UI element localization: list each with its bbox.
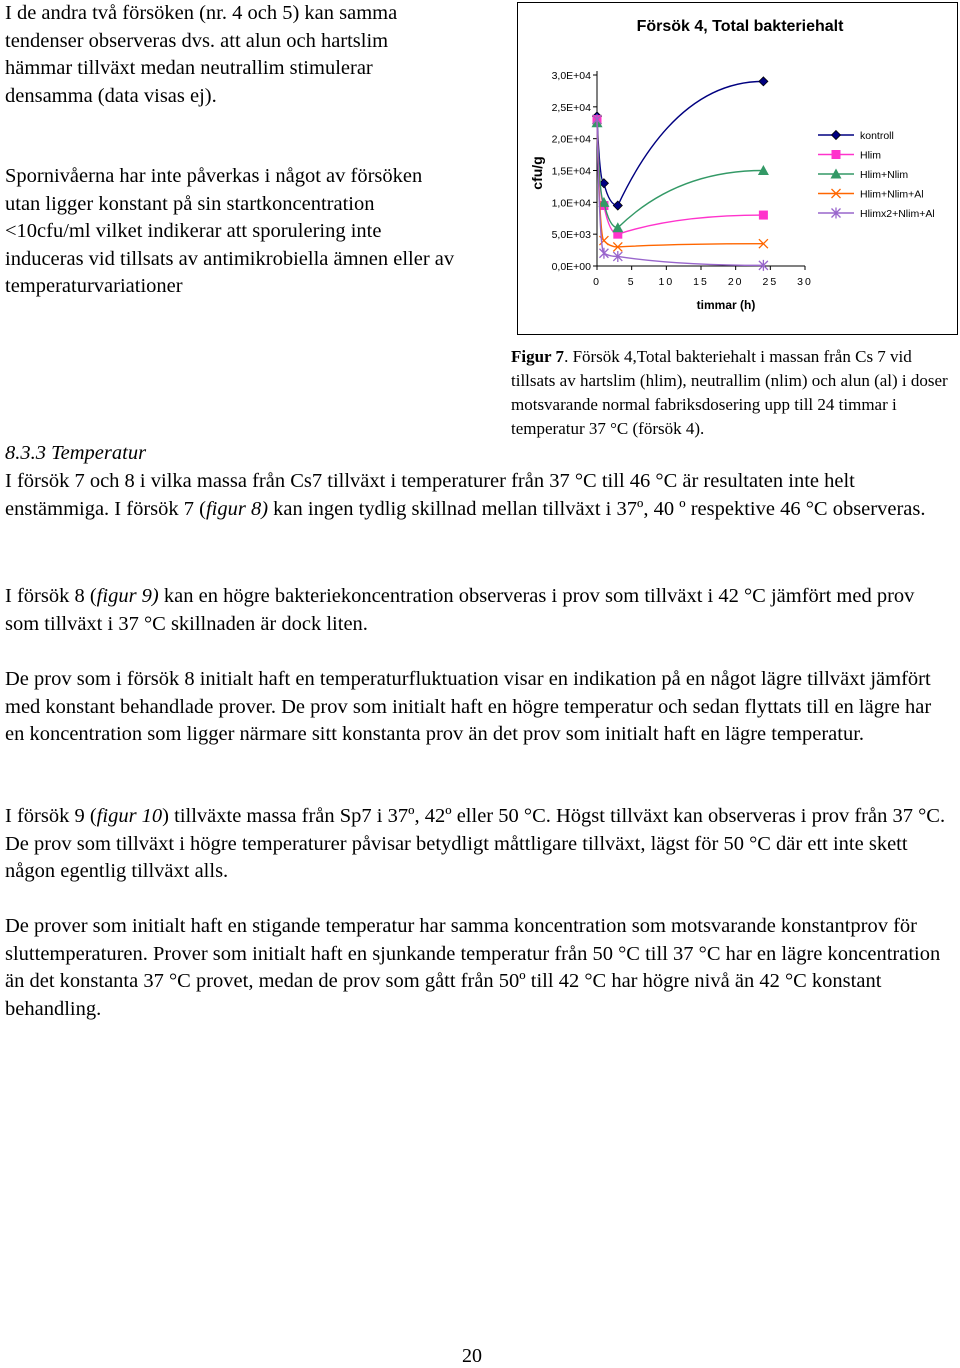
data-point <box>759 211 768 220</box>
t1-figure-ref: figur 8) <box>205 497 269 520</box>
series-line-2 <box>597 123 763 228</box>
y-tick-label: 3,0E+04 <box>551 70 591 82</box>
x-tick-label: 20 <box>727 276 744 288</box>
chart-title: Försök 4, Total bakteriehalt <box>636 18 844 35</box>
chart-figure <box>517 2 958 335</box>
section-heading: 8.3.3 Temperatur <box>5 442 147 464</box>
legend-label: Hlimx2+Nlim+Al <box>860 208 935 220</box>
x-tick-label: 10 <box>658 276 675 288</box>
x-tick-label: 15 <box>693 276 709 288</box>
y-tick-label: 2,0E+04 <box>551 133 591 146</box>
x-tick-label: 5 <box>627 276 636 288</box>
data-point <box>759 77 768 86</box>
legend-marker <box>832 131 841 140</box>
chart-series-layer <box>592 77 769 271</box>
t4-text-a: I försök 9 ( <box>5 805 97 827</box>
legend-label: Hlim+Nlim+Al <box>860 188 924 201</box>
caption-text: . Försök 4,Total bakteriehalt i massan från Cs 7 vid tillsats av hartslim (hlim), neutrallim (nlim) och alun (al) i doser motsvarande normal fabriksdosering upp till 24 timmar i temperatur 37 °C (försök 4). <box>511 347 948 438</box>
t4-figure-ref: figur 10 <box>96 805 163 827</box>
series-line-1 <box>597 120 763 235</box>
y-tick-label: 1,0E+04 <box>551 197 591 210</box>
legend-marker <box>832 150 841 159</box>
intro-paragraph: I de andra två försöken (nr. 4 och 5) kan samma tendenser observeras dvs. att alun och hartslim hämmar tillväxt medan neutrallim stimulerar densamma (data visas ej). <box>5 2 398 107</box>
y-tick-label: 5,0E+03 <box>551 229 591 242</box>
temperature-paragraph-5: De prover som initialt haft en stigande temperatur har samma koncentration som motsvarande konstantprov för sluttemperaturen. Prover som initialt haft en sjunkande temperatur från 50 °C till 37 °C har en lägre koncentration än det konstanta 37 °C provet, medan de prov som gått från 50º till 42 °C har högre nivå än 42 °C konstant behandling. <box>5 915 941 1020</box>
legend-label: kontroll <box>860 130 894 142</box>
data-point <box>599 248 608 259</box>
square-marker-shape <box>759 211 768 220</box>
chart-x-axis-label: timmar (h) <box>696 298 756 312</box>
page-number: 20 <box>462 1345 482 1367</box>
t1-text-a: I försök 7 och 8 i vilka massa från Cs7 tillväxt i temperaturer från 37 °C till 46 °C är resultaten inte helt enstämmiga. I försök 7 ( <box>5 470 855 520</box>
t1-text-b: kan ingen tydlig skillnad mellan tillväxt i 37º, 40 º respektive 46 °C observeras. <box>268 497 926 520</box>
x-tick-label: 30 <box>797 276 813 288</box>
square-marker-shape <box>832 150 841 159</box>
x-tick-label: 25 <box>762 276 779 288</box>
series-line-0 <box>597 81 763 205</box>
chart-axes <box>552 70 813 288</box>
figure-caption <box>511 345 951 441</box>
star-marker-shape <box>599 248 608 259</box>
temperature-paragraph-2 <box>5 583 950 638</box>
temperature-paragraph-1 <box>5 468 950 523</box>
chart-legend <box>818 130 935 220</box>
x-tick-label: 0 <box>593 276 601 288</box>
diamond-marker-shape <box>832 131 841 140</box>
chart-svg <box>518 3 959 336</box>
t2-text-a: I försök 8 ( <box>5 585 97 607</box>
data-point <box>613 201 622 210</box>
chart-y-axis-label: cfu/g <box>529 156 545 190</box>
legend-label: Hlim+Nlim <box>860 169 909 181</box>
series-line-3 <box>597 120 763 247</box>
caption-label: Figur 7 <box>511 347 565 366</box>
t2-figure-ref: figur 9) <box>96 585 159 607</box>
t4-text-b: ) tillväxte massa från Sp7 i 37º, 42º eller 50 °C. Högst tillväxt kan observeras i prov från 37 °C. De prov som tillväxt i högre temperaturer påvisar betydligt måttligare tillväxt, lägst för 50 °C där ett inte skett någon egentlig tillväxt alls. <box>5 805 946 882</box>
temperature-paragraph-4 <box>5 803 950 886</box>
temperature-paragraph-3: De prov som i försök 8 initialt haft en temperaturfluktuation visar en indikation på en något lägre tillväxt jämfört med konstant behandlade prover. De prov som initialt haft en högre temperatur och sedan flyttats till en lägre har en koncentration som ligger närmare sitt konstanta prov än det prov som initialt haft en lägre temperatur. <box>5 668 932 745</box>
t2-text-b: kan en högre bakteriekoncentration observeras i prov som tillväxt i 42 °C jämfört med prov som tillväxt i 37 °C skillnaden är dock liten. <box>5 585 915 635</box>
legend-label: Hlim <box>860 149 881 162</box>
y-tick-label: 0,0E+00 <box>551 261 591 273</box>
diamond-marker-shape <box>613 201 622 210</box>
y-tick-label: 2,5E+04 <box>551 101 591 114</box>
diamond-marker-shape <box>759 77 768 86</box>
spore-paragraph: Spornivåerna har inte påverkas i något av försöken utan ligger konstant på sin startkoncentration <10cfu/ml vilket indikerar att sporulering inte induceras vid tillsats av antimikrobiella ämnen eller av temperaturvariationer <box>5 165 455 297</box>
y-tick-label: 1,5E+04 <box>551 165 591 178</box>
